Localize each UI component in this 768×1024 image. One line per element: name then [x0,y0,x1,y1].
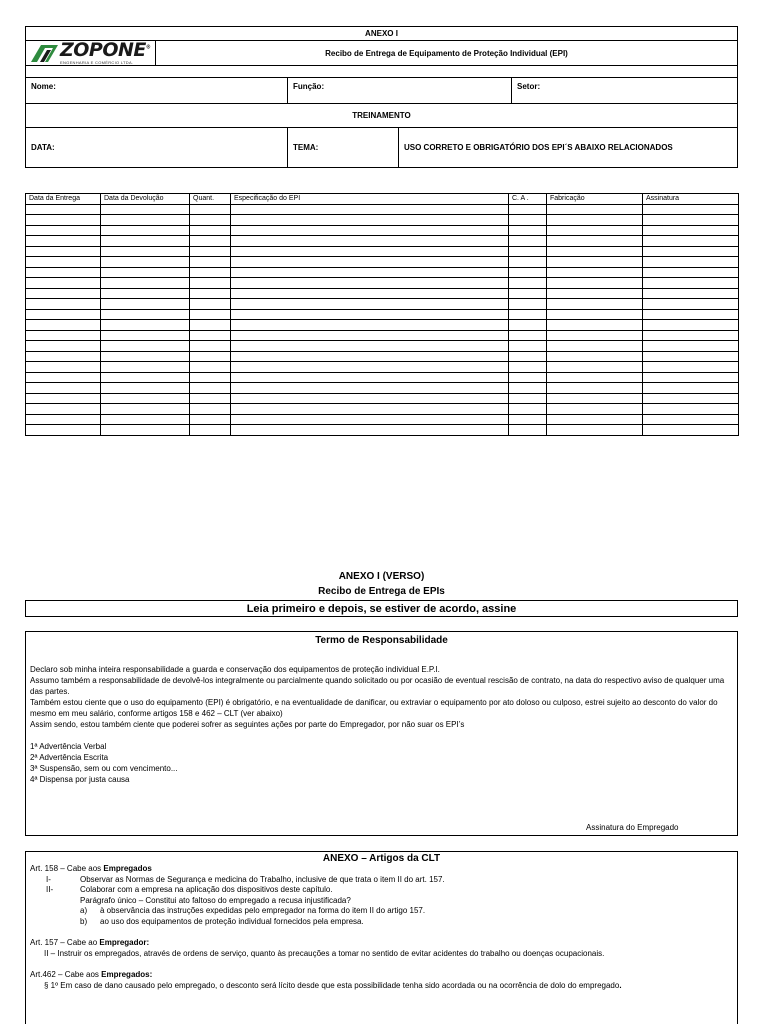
epi-table-cell[interactable] [190,330,231,341]
epi-table-cell[interactable] [547,246,643,257]
training-title: TREINAMENTO [352,111,411,120]
funcao-field[interactable] [288,78,512,103]
logo-subtitle: ENGENHARIA E COMÉRCIO LTDA. [60,60,134,65]
nome-field[interactable] [26,78,288,103]
setor-label: Setor: [517,82,541,91]
epi-table-cell[interactable] [509,278,547,289]
epi-table-cell[interactable] [547,215,643,226]
epi-table-row[interactable] [26,404,739,415]
epi-table-cell[interactable] [231,330,509,341]
epi-table-cell[interactable] [101,278,190,289]
epi-table-cell[interactable] [101,267,190,278]
epi-table-cell[interactable] [190,267,231,278]
epi-table-cell[interactable] [26,309,101,320]
clt-articles [25,851,738,1024]
epi-table-row[interactable] [26,330,739,341]
epi-table-cell[interactable] [190,372,231,383]
epi-table-cell[interactable] [101,425,190,436]
epi-table-cell[interactable] [547,320,643,331]
epi-table-cell[interactable] [101,372,190,383]
epi-table-cell[interactable] [231,404,509,415]
epi-table-cell[interactable] [26,246,101,257]
data-field[interactable] [26,128,288,167]
epi-table-cell[interactable] [101,404,190,415]
epi-table-cell[interactable] [643,330,739,341]
epi-table-cell[interactable] [231,425,509,436]
epi-table-cell[interactable] [26,267,101,278]
epi-table-cell[interactable] [26,425,101,436]
epi-table-cell[interactable] [101,383,190,394]
epi-table-cell[interactable] [643,309,739,320]
terms-paragraph: Assumo também a responsabilidade de devolvê-los integralmente ou parcialmente quando solicitado ou por ocasião de eventual rescisão de contrato, na data do respectivo aviso de qualquer uma das partes. [30,676,725,696]
epi-table-cell[interactable] [231,215,509,226]
epi-table-cell[interactable] [509,299,547,310]
employee-signature-label: Assinatura do Empregado [586,823,679,832]
epi-table-cell[interactable] [643,267,739,278]
column-header: Quant. [190,194,231,205]
epi-table-cell[interactable] [509,341,547,352]
epi-table-cell[interactable] [509,257,547,268]
epi-table-cell[interactable] [231,257,509,268]
epi-table-cell[interactable] [26,341,101,352]
epi-table-cell[interactable] [547,225,643,236]
epi-table-cell[interactable] [231,236,509,247]
responsibility-term [25,631,738,836]
epi-table-header [26,194,739,205]
epi-table-cell[interactable] [509,246,547,257]
epi-table-cell[interactable] [101,414,190,425]
epi-table-cell[interactable] [509,362,547,373]
nome-label: Nome: [31,82,56,91]
epi-table-cell[interactable] [231,362,509,373]
epi-table-cell[interactable] [101,393,190,404]
epi-table-cell[interactable] [26,330,101,341]
epi-table-row[interactable] [26,372,739,383]
terms-paragraph: Declaro sob minha inteira responsabilidade a guarda e conservação dos equipamentos de proteção individual E.P.I. [30,665,440,674]
verso-title: ANEXO I (VERSO) [338,571,425,582]
art157-item-ii: II – Instruir os empregados, através de ordens de serviço, quanto às precauções a tomar no sentido de evitar acidentes do trabalho ou doenças ocupacionais. [44,948,605,958]
epi-table-cell[interactable] [101,351,190,362]
art158-item-b: b) ao uso dos equipamentos de proteção individual fornecidos pela empresa. [80,916,364,926]
epi-table-cell[interactable] [190,341,231,352]
epi-table-cell[interactable] [547,372,643,383]
epi-table-row[interactable] [26,278,739,289]
epi-table-cell[interactable] [26,362,101,373]
epi-table-cell[interactable] [26,372,101,383]
epi-table-cell[interactable] [26,383,101,394]
penalty-item: 2ª Advertência Escrita [30,753,109,762]
epi-table-row[interactable] [26,351,739,362]
art158-heading: Art. 158 – Cabe aos Empregados [30,864,152,873]
epi-table-cell[interactable] [643,404,739,415]
penalty-item: 1ª Advertência Verbal [30,742,107,751]
tema-label: TEMA: [288,128,399,167]
epi-table-cell[interactable] [547,288,643,299]
epi-table [25,193,739,436]
epi-table-cell[interactable] [101,215,190,226]
epi-table-cell[interactable] [26,320,101,331]
epi-table-row[interactable] [26,215,739,226]
epi-table-cell[interactable] [190,393,231,404]
epi-table-cell[interactable] [231,414,509,425]
epi-table-cell[interactable] [643,204,739,215]
column-header: Fabricação [547,194,643,205]
terms-title: Termo de Responsabilidade [315,635,448,646]
epi-table-cell[interactable] [509,288,547,299]
epi-table-cell[interactable] [190,425,231,436]
epi-table-cell[interactable] [231,299,509,310]
epi-table-cell[interactable] [547,299,643,310]
terms-paragraph: Assim sendo, estou também ciente que poderei sofrer as seguintes ações por parte do Empregador, por não suar os EPI’s [30,720,465,729]
epi-table-cell[interactable] [26,351,101,362]
epi-table-cell[interactable] [231,278,509,289]
epi-table-cell[interactable] [190,236,231,247]
epi-table-cell[interactable] [190,362,231,373]
epi-table-cell[interactable] [190,299,231,310]
epi-table-cell[interactable] [231,204,509,215]
epi-table-cell[interactable] [509,393,547,404]
epi-table-cell[interactable] [26,393,101,404]
zopone-logo-icon [31,45,58,62]
epi-table-cell[interactable] [190,257,231,268]
epi-table-cell[interactable] [509,414,547,425]
column-header: Assinatura [643,194,739,205]
epi-table-cell[interactable] [190,225,231,236]
epi-table-cell[interactable] [643,225,739,236]
epi-table-cell[interactable] [101,299,190,310]
penalty-item: 3ª Suspensão, sem ou com vencimento... [30,764,178,773]
epi-table-row[interactable] [26,341,739,352]
clt-title: ANEXO – Artigos da CLT [322,853,441,864]
epi-table-cell[interactable] [547,383,643,394]
epi-table-cell[interactable] [190,320,231,331]
epi-table-cell[interactable] [509,425,547,436]
epi-table-cell[interactable] [231,383,509,394]
column-header: Especificação do EPI [231,194,509,205]
art158-item-i: I- Observar as Normas de Segurança e medicina do Trabalho, inclusive de que trata o item II do art. 157. [46,874,445,884]
verso-subtitle: Recibo de Entrega de EPIs [318,586,445,597]
epi-table-cell[interactable] [547,236,643,247]
epi-table-row[interactable] [26,204,739,215]
art158-item-ii: II- Colaborar com a empresa na aplicação dos dispositivos deste capítulo. [46,885,333,894]
epi-table-row[interactable] [26,393,739,404]
epi-table-cell[interactable] [509,383,547,394]
epi-table-row[interactable] [26,236,739,247]
data-label: DATA: [31,143,55,152]
logo-wordmark: ZOPONE® [60,39,151,61]
epi-table-cell[interactable] [26,404,101,415]
epi-table-cell[interactable] [190,204,231,215]
epi-table-cell[interactable] [643,425,739,436]
epi-table-cell[interactable] [101,309,190,320]
epi-table-cell[interactable] [26,288,101,299]
epi-table-cell[interactable] [231,341,509,352]
epi-table-cell[interactable] [190,404,231,415]
epi-table-cell[interactable] [509,236,547,247]
epi-table-cell[interactable] [101,341,190,352]
epi-table-cell[interactable] [547,393,643,404]
art158-paragraph: Parágrafo único – Constitui ato faltoso do empregado a recusa injustificada? [80,895,351,905]
epi-table-cell[interactable] [101,236,190,247]
epi-table-cell[interactable] [190,288,231,299]
epi-table-cell[interactable] [643,278,739,289]
epi-table-cell[interactable] [509,215,547,226]
epi-table-cell[interactable] [231,267,509,278]
epi-table-cell[interactable] [509,404,547,415]
epi-table-cell[interactable] [26,225,101,236]
epi-table-row[interactable] [26,383,739,394]
epi-table-cell[interactable] [26,215,101,226]
epi-table-cell[interactable] [231,225,509,236]
epi-table-row[interactable] [26,309,739,320]
epi-table-cell[interactable] [643,246,739,257]
epi-table-cell[interactable] [231,320,509,331]
epi-table-cell[interactable] [643,372,739,383]
epi-table-row[interactable] [26,362,739,373]
epi-table-cell[interactable] [643,414,739,425]
art158-item-a: a) à observância das instruções expedidas pelo empregador na forma do item II do artigo 157. [80,906,426,915]
epi-table-cell[interactable] [547,351,643,362]
epi-table-cell[interactable] [101,362,190,373]
epi-table-cell[interactable] [643,288,739,299]
epi-table-cell[interactable] [509,204,547,215]
funcao-label: Função: [293,82,325,91]
epi-table-cell[interactable] [101,204,190,215]
art157-heading: Art. 157 – Cabe ao Empregador: [30,938,150,947]
setor-field[interactable] [512,78,737,103]
epi-table-cell[interactable] [101,257,190,268]
epi-table-cell[interactable] [190,215,231,226]
epi-table-cell[interactable] [26,278,101,289]
epi-table-cell[interactable] [643,362,739,373]
epi-table-cell[interactable] [190,246,231,257]
epi-table-cell[interactable] [547,278,643,289]
epi-table-cell[interactable] [547,404,643,415]
epi-table-cell[interactable] [190,383,231,394]
epi-table-cell[interactable] [509,372,547,383]
epi-table-cell[interactable] [101,320,190,331]
epi-table-cell[interactable] [101,246,190,257]
epi-table-cell[interactable] [231,351,509,362]
form-title: Recibo de Entrega de Equipamento de Proteção Individual (EPI) [325,48,568,58]
epi-table-cell[interactable] [190,309,231,320]
epi-table-cell[interactable] [26,236,101,247]
epi-table-cell[interactable] [643,215,739,226]
epi-table-cell[interactable] [26,257,101,268]
epi-table-cell[interactable] [643,393,739,404]
epi-table-cell[interactable] [643,351,739,362]
tema-value: USO CORRETO E OBRIGATÓRIO DOS EPI´S ABAIXO RELACIONADOS [404,143,673,152]
epi-table-row[interactable] [26,257,739,268]
epi-table-cell[interactable] [26,204,101,215]
epi-table-cell[interactable] [231,393,509,404]
annex-title: ANEXO I [365,29,398,38]
art462-heading: Art.462 – Cabe aos Empregados: [30,970,153,979]
epi-table-row[interactable] [26,320,739,331]
epi-table-cell[interactable] [643,341,739,352]
epi-table-cell[interactable] [547,414,643,425]
epi-table-cell[interactable] [26,414,101,425]
instruction-banner: Leia primeiro e depois, se estiver de acordo, assine [25,600,738,617]
epi-table-cell[interactable] [101,330,190,341]
art462-paragraph: § 1º Em caso de dano causado pelo empregado, o desconto será lícito desde que esta possibilidade tenha sido acordada ou na ocorrência de dolo do empregado. [44,980,622,990]
terms-paragraph: Também estou ciente que o uso do equipamento (EPI) é obrigatório, e na eventualidade de danificar, ou extraviar o equipamento por ato doloso ou culposo, estrei sujeito ao desconto do valor do mesmo em meu salário, conforme artigos 158 e 462 – CLT (ver abaixo) [30,698,718,718]
epi-table-cell[interactable] [509,320,547,331]
epi-table-cell[interactable] [547,425,643,436]
epi-table-cell[interactable] [231,372,509,383]
epi-table-cell[interactable] [643,299,739,310]
epi-table-row[interactable] [26,425,739,436]
epi-table-cell[interactable] [101,225,190,236]
epi-table-cell[interactable] [643,383,739,394]
column-header: Data da Entrega [26,194,101,205]
epi-table-cell[interactable] [231,288,509,299]
epi-table-cell[interactable] [190,351,231,362]
epi-table-row[interactable] [26,299,739,310]
epi-table-cell[interactable] [190,278,231,289]
company-logo [26,41,156,65]
epi-table-row[interactable] [26,267,739,278]
epi-table-cell[interactable] [547,309,643,320]
epi-table-cell[interactable] [643,320,739,331]
epi-table-cell[interactable] [509,225,547,236]
epi-table-cell[interactable] [509,267,547,278]
epi-table-cell[interactable] [643,236,739,247]
epi-table-cell[interactable] [547,257,643,268]
epi-table-cell[interactable] [547,267,643,278]
epi-receipt-header [25,26,738,168]
epi-table-row[interactable] [26,288,739,299]
epi-table-row[interactable] [26,225,739,236]
epi-table-cell[interactable] [547,330,643,341]
epi-table-row[interactable] [26,246,739,257]
epi-table-cell[interactable] [509,309,547,320]
column-header: Data da Devolução [101,194,190,205]
epi-table-cell[interactable] [643,257,739,268]
epi-table-cell[interactable] [509,351,547,362]
epi-table-row[interactable] [26,414,739,425]
epi-table-cell[interactable] [26,299,101,310]
epi-table-cell[interactable] [547,204,643,215]
epi-table-cell[interactable] [547,341,643,352]
epi-table-cell[interactable] [231,309,509,320]
penalty-item: 4ª Dispensa por justa causa [30,775,130,784]
epi-table-cell[interactable] [231,246,509,257]
epi-table-cell[interactable] [547,362,643,373]
epi-table-cell[interactable] [509,330,547,341]
column-header: C. A . [509,194,547,205]
epi-table-cell[interactable] [101,288,190,299]
epi-table-cell[interactable] [190,414,231,425]
